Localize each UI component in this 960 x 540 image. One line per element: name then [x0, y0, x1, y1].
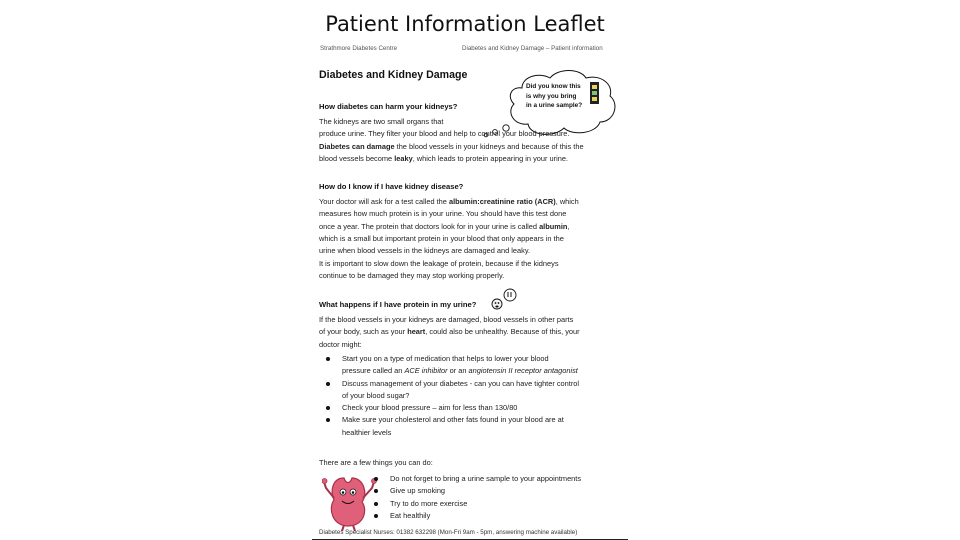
- text-line: Your doctor will ask for a test called the albumin:creatinine ratio (ACR), which: [319, 197, 579, 206]
- text-line: which is a small but important protein in your blood that only appears in the: [319, 233, 564, 243]
- thought-line-1: Did you know this: [526, 83, 581, 90]
- doctor-actions-list: [342, 353, 626, 439]
- text-line: The kidneys are two small organs that: [319, 117, 444, 126]
- text-line: once a year. The protein that doctors look for in your urine is called albumin,: [319, 221, 570, 231]
- kidney-harm-paragraph: [319, 116, 619, 165]
- list-item: Make sure your cholesterol and other fats found in your blood are at healthier levels: [342, 414, 626, 439]
- text-line: blood vessels become leaky, which leads to protein appearing in your urine.: [319, 153, 568, 163]
- text-line: urine when blood vessels in the kidneys are damaged and leaky.: [319, 246, 531, 256]
- section-heading-kidney-harm: How diabetes can harm your kidneys?: [319, 102, 458, 111]
- slide-title: Patient Information Leaflet: [325, 12, 605, 36]
- leaflet-page: [312, 42, 628, 540]
- thought-line-2: is why you bring: [526, 92, 577, 100]
- section-heading-kidney-disease: How do I know if I have kidney disease?: [319, 182, 464, 191]
- list-item: Give up smoking: [390, 485, 626, 497]
- header-organisation: Strathmore Diabetes Centre: [320, 45, 398, 52]
- text-line: produce urine. They filter your blood and help to control your blood pressure.: [319, 129, 570, 139]
- list-item: Try to do more exercise: [390, 498, 626, 510]
- list-item: Eat healthily: [390, 510, 626, 522]
- text-line: Diabetes can damage the blood vessels in your kidneys and because of this the: [319, 141, 584, 151]
- thought-line-3: in a urine sample?: [526, 102, 583, 109]
- list-item: Do not forget to bring a urine sample to your appointments: [390, 473, 626, 485]
- leakage-paragraph: [319, 258, 619, 283]
- section-heading-protein: What happens if I have protein in my urine?: [319, 300, 477, 309]
- footer-contact: Diabetes Specialist Nurses: 01382 632298 (Mon-Fri 9am - 5pm, answering machine available): [319, 529, 578, 536]
- acr-test-paragraph: [319, 196, 619, 257]
- text-line: doctor might:: [319, 339, 362, 349]
- self-care-list: [390, 473, 626, 522]
- list-item: Check your blood pressure – aim for less than 130/80: [342, 402, 626, 414]
- document-title: Diabetes and Kidney Damage: [319, 69, 468, 81]
- text-line: measures how much protein is in your urine. You should have this test done: [319, 209, 567, 219]
- text-line: of your body, such as your heart, could also be unhealthy. Because of this, your: [319, 327, 580, 337]
- text-line: If the blood vessels in your kidneys are damaged, blood vessels in other parts: [319, 315, 574, 324]
- kidney-character-icon: [322, 470, 380, 532]
- text-line: continue to be damaged they may stop working properly.: [319, 271, 505, 281]
- list-item: Start you on a type of medication that helps to lower your blood pressure called an ACE inhibitor or an angiotensin II receptor antagonist: [342, 353, 626, 378]
- header-document-name: Diabetes and Kidney Damage – Patient information: [462, 45, 603, 52]
- text-line: It is important to slow down the leakage of protein, because if the kidneys: [319, 259, 559, 268]
- worried-face-icon: [488, 286, 518, 312]
- thought-bubble-text: [526, 82, 582, 111]
- list-item: Discuss management of your diabetes - can you can have tighter control of your blood sugar?: [342, 378, 626, 403]
- protein-paragraph: [319, 314, 619, 351]
- test-strip-icon: [590, 82, 599, 104]
- things-you-can-do-intro: There are a few things you can do:: [319, 458, 433, 467]
